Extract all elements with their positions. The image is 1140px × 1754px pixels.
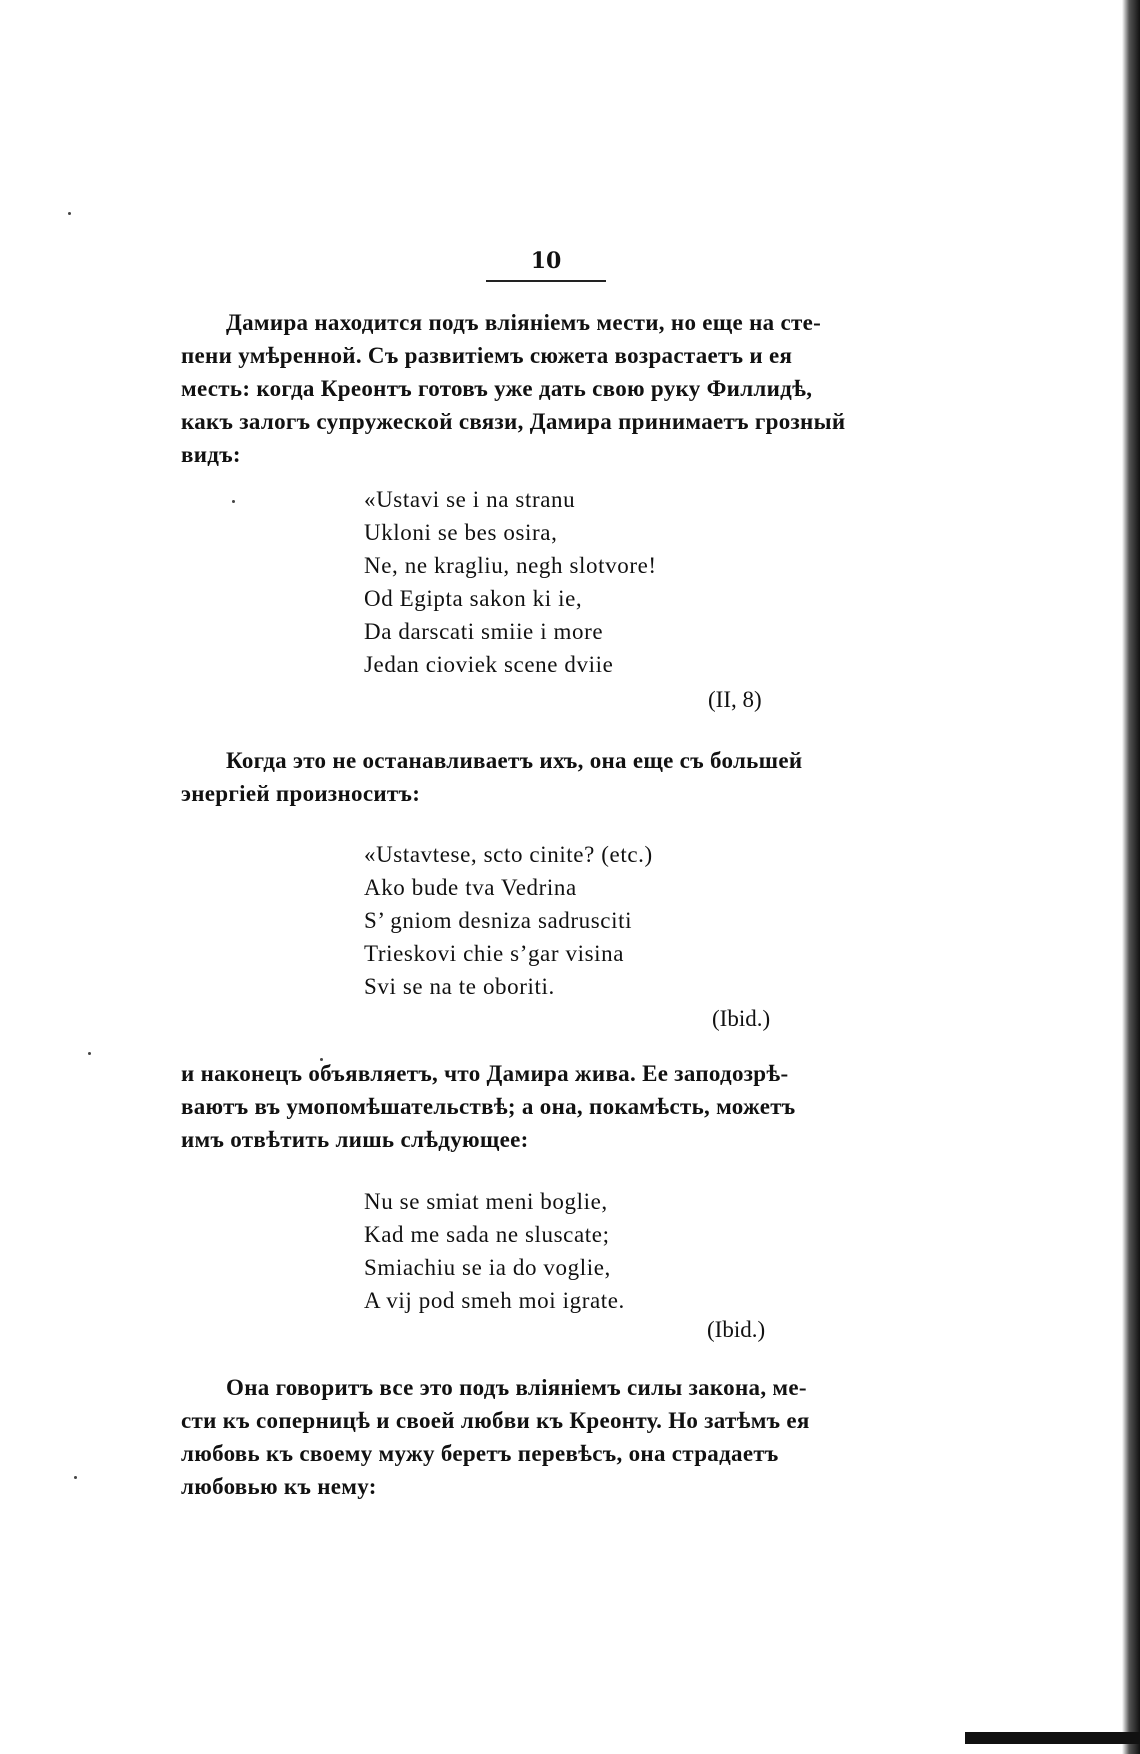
scan-speck [88, 1052, 91, 1055]
verse-line: «Ustavtese, scto cinite? (etc.) [364, 842, 653, 867]
verse-line: S’ gniom desniza sadrusciti [364, 908, 633, 933]
page-number: 10 [530, 248, 562, 274]
verse-line: Smiachiu se ia do voglie, [364, 1255, 611, 1280]
verse-line: Da darscati smiie i more [364, 619, 604, 644]
verse-line: Jedan cioviek scene dviie [364, 652, 614, 677]
verse-line: Ako bude tva Vedrina [364, 875, 577, 900]
verse-line: Trieskovi chie s’gar visina [364, 941, 625, 966]
scan-speck [68, 212, 71, 215]
paragraph-1 [181, 306, 907, 471]
scan-bottom-bar [965, 1732, 1140, 1744]
paragraph-line: энергіей произноситъ: [181, 781, 421, 806]
paragraph-line: Дамира находится подъ вліяніемъ мести, но еще на сте- [226, 310, 822, 335]
paragraph-line: любовь къ своему мужу беретъ перевѣсъ, она страдаетъ [181, 1441, 779, 1466]
verse-line: Nu se smiat meni boglie, [364, 1189, 608, 1214]
scan-speck [320, 1058, 323, 1061]
paragraph-4 [181, 1371, 907, 1503]
paragraph-2 [181, 744, 907, 810]
paragraph-line: пени умѣренной. Съ развитіемъ сюжета возрастаетъ и ея [181, 343, 793, 368]
verse-line: Svi se na te oboriti. [364, 974, 555, 999]
verse-line: Ne, ne kragliu, negh slotvore! [364, 553, 657, 578]
verse-line: Ukloni se bes osira, [364, 520, 558, 545]
paragraph-line: сти къ соперницѣ и своей любви къ Креонту. Но затѣмъ ея [181, 1408, 810, 1433]
verse-citation-3: (Ibid.) [707, 1317, 766, 1342]
verse-line: Kad me sada ne sluscate; [364, 1222, 610, 1247]
paragraph-line: месть: когда Креонтъ готовъ уже дать свою руку Филлидѣ, [181, 376, 813, 401]
paragraph-line: имъ отвѣтить лишь слѣдующее: [181, 1127, 529, 1152]
verse-quote-1 [364, 483, 804, 681]
verse-line: Od Egipta sakon ki ie, [364, 586, 583, 611]
verse-quote-2 [364, 838, 804, 1003]
verse-quote-3 [364, 1185, 804, 1317]
paragraph-line: любовью къ нему: [181, 1474, 377, 1499]
scan-edge-shadow [1122, 0, 1140, 1754]
page-number-rule [486, 280, 606, 282]
verse-line: «Ustavi se i na stranu [364, 487, 576, 512]
paragraph-line: Когда это не останавливаетъ ихъ, она еще съ большей [226, 748, 803, 773]
verse-line: A vij pod smeh moi igrate. [364, 1288, 625, 1313]
paragraph-line: какъ залогъ супружеской связи, Дамира принимаетъ грозный [181, 409, 846, 434]
verse-citation-1: (II, 8) [708, 687, 762, 712]
paragraph-line: и наконецъ объявляетъ, что Дамира жива. Ее заподозрѣ- [181, 1061, 789, 1086]
paragraph-line: Она говоритъ все это подъ вліяніемъ силы закона, ме- [226, 1375, 807, 1400]
scan-speck [232, 500, 235, 503]
paragraph-line: видъ: [181, 442, 241, 467]
paragraph-3 [181, 1057, 907, 1156]
verse-citation-2: (Ibid.) [712, 1006, 771, 1031]
paragraph-line: ваютъ въ умопомѣшательствѣ; а она, покамѣсть, можетъ [181, 1094, 796, 1119]
scan-speck [74, 1476, 77, 1479]
